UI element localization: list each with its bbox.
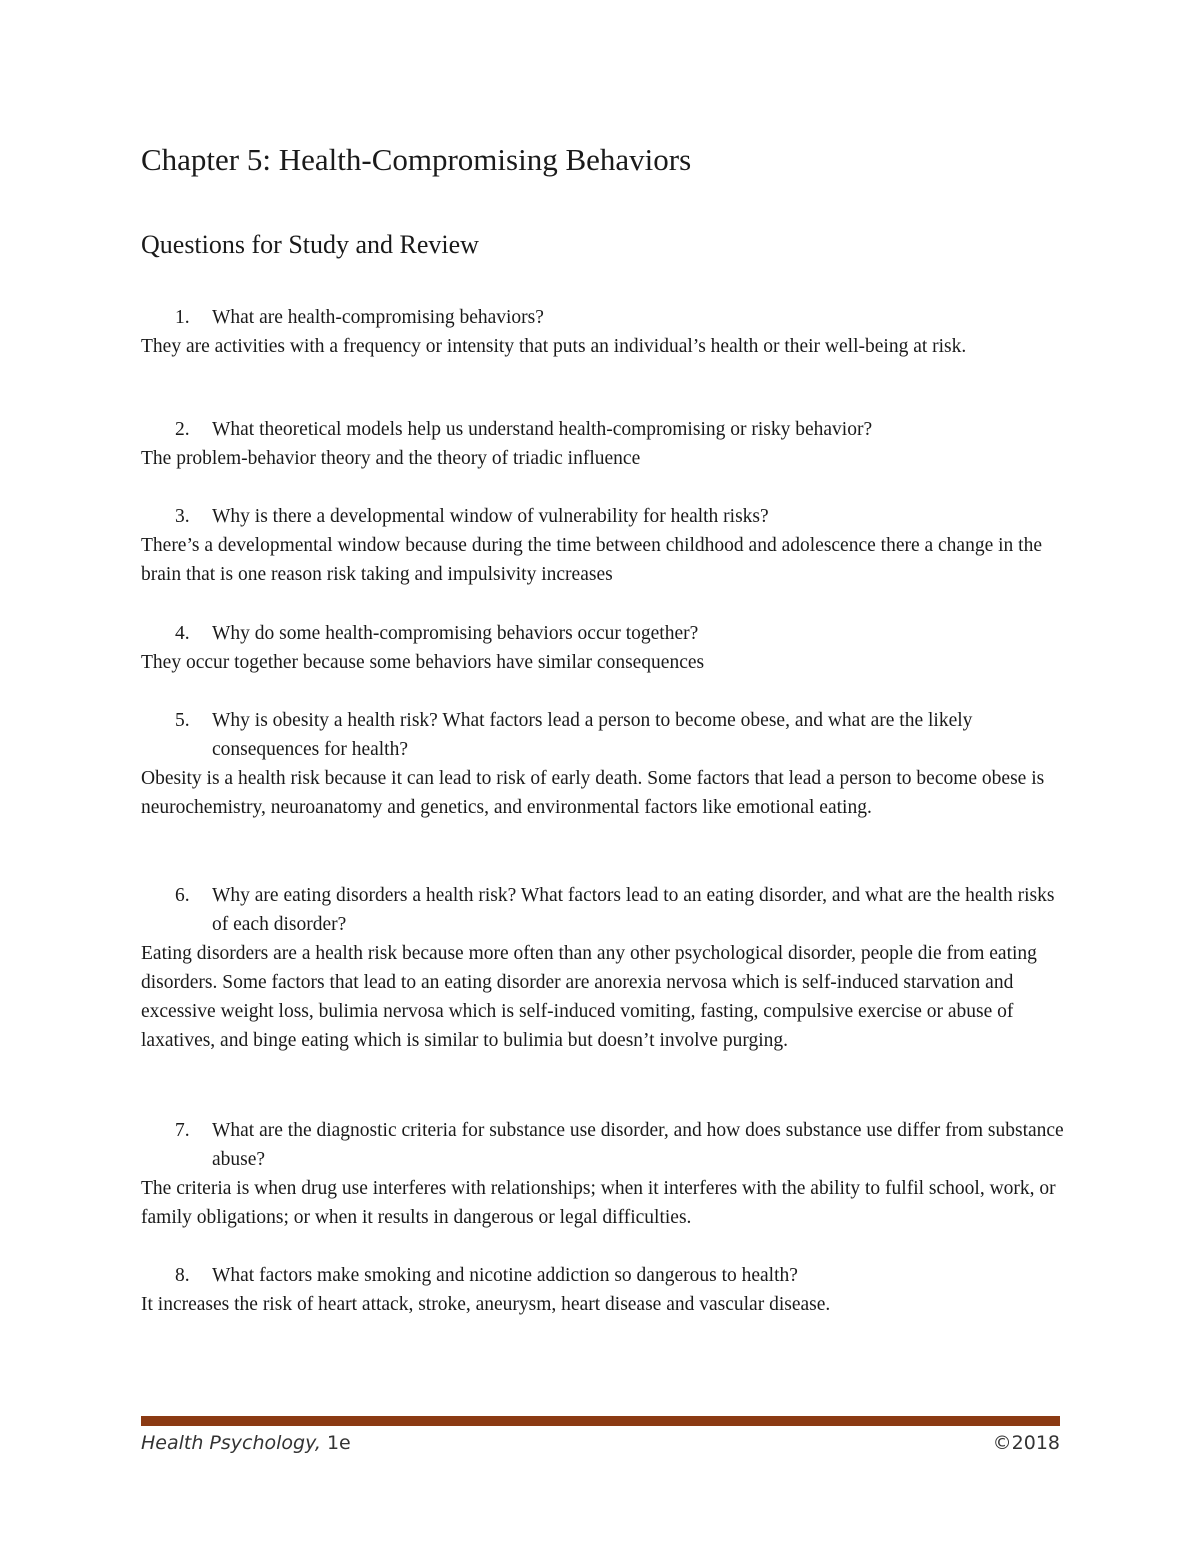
question-number: 8. bbox=[175, 1265, 190, 1286]
answer-6: Eating disorders are a health risk because more often than any other psychological disorder, people die from eating disorders. Some factors that lead to an eating disorder are anorexia nervosa which is self-induced starvation and excessive weight loss, bulimia nervosa which is self-induced vomiting, fasting, compulsive exercise or abuse of laxatives, and binge eating which is similar to bulimia but doesn’t involve purging. bbox=[141, 943, 1037, 1051]
answer-1: They are activities with a frequency or intensity that puts an individual’s health or their well-being at risk. bbox=[141, 336, 967, 357]
question-3 bbox=[141, 502, 1071, 531]
qa-item-5 bbox=[141, 706, 1071, 822]
question-text: What factors make smoking and nicotine addiction so dangerous to health? bbox=[212, 1265, 798, 1286]
question-8 bbox=[141, 1261, 1071, 1290]
question-text: What theoretical models help us understand health-compromising or risky behavior? bbox=[212, 419, 873, 440]
answer-8: It increases the risk of heart attack, stroke, aneurysm, heart disease and vascular disease. bbox=[141, 1294, 831, 1315]
question-number: 5. bbox=[175, 710, 190, 731]
question-number: 1. bbox=[175, 307, 190, 328]
question-text: Why is there a developmental window of vulnerability for health risks? bbox=[212, 506, 769, 527]
question-text: What are the diagnostic criteria for substance use disorder, and how does substance use differ from substance abuse? bbox=[212, 1120, 1064, 1170]
answer-4: They occur together because some behaviors have similar consequences bbox=[141, 652, 705, 673]
question-text: What are health-compromising behaviors? bbox=[212, 307, 544, 328]
question-5 bbox=[141, 706, 1071, 764]
question-number: 2. bbox=[175, 419, 190, 440]
question-number: 7. bbox=[175, 1120, 190, 1141]
question-1 bbox=[141, 303, 1071, 332]
footer-divider bbox=[141, 1416, 1060, 1426]
footer-copyright: ©2018 bbox=[992, 1432, 1060, 1454]
question-number: 4. bbox=[175, 623, 190, 644]
footer-edition: 1e bbox=[320, 1432, 351, 1454]
question-4 bbox=[141, 619, 1071, 648]
question-2 bbox=[141, 415, 1071, 444]
chapter-title: Chapter 5: Health-Compromising Behaviors bbox=[141, 142, 692, 177]
answer-3: There’s a developmental window because during the time between childhood and adolescence there a change in the brain that is one reason risk taking and impulsivity increases bbox=[141, 535, 1042, 585]
answer-5: Obesity is a health risk because it can lead to risk of early death. Some factors that lead a person to become obese is neurochemistry, neuroanatomy and genetics, and environmental factors like emotional eating. bbox=[141, 768, 1045, 818]
qa-item-2 bbox=[141, 415, 1071, 473]
answer-2: The problem-behavior theory and the theory of triadic influence bbox=[141, 448, 641, 469]
question-text: Why do some health-compromising behaviors occur together? bbox=[212, 623, 699, 644]
section-title: Questions for Study and Review bbox=[141, 230, 479, 259]
question-number: 3. bbox=[175, 506, 190, 527]
qa-item-3 bbox=[141, 502, 1071, 589]
footer-book-info bbox=[141, 1432, 351, 1454]
question-6 bbox=[141, 881, 1071, 939]
footer-book-title: Health Psychology, bbox=[141, 1432, 321, 1454]
question-7 bbox=[141, 1116, 1071, 1174]
question-number: 6. bbox=[175, 885, 190, 906]
question-text: Why is obesity a health risk? What factors lead a person to become obese, and what are the likely consequences for health? bbox=[212, 710, 973, 760]
qa-item-4 bbox=[141, 619, 1071, 677]
qa-item-7 bbox=[141, 1116, 1071, 1232]
qa-item-6 bbox=[141, 881, 1071, 1055]
qa-item-8 bbox=[141, 1261, 1071, 1319]
qa-item-1 bbox=[141, 303, 1071, 361]
answer-7: The criteria is when drug use interferes with relationships; when it interferes with the ability to fulfil school, work, or family obligations; or when it results in dangerous or legal difficulties. bbox=[141, 1178, 1056, 1228]
question-text: Why are eating disorders a health risk? What factors lead to an eating disorder, and what are the health risks of each disorder? bbox=[212, 885, 1055, 935]
